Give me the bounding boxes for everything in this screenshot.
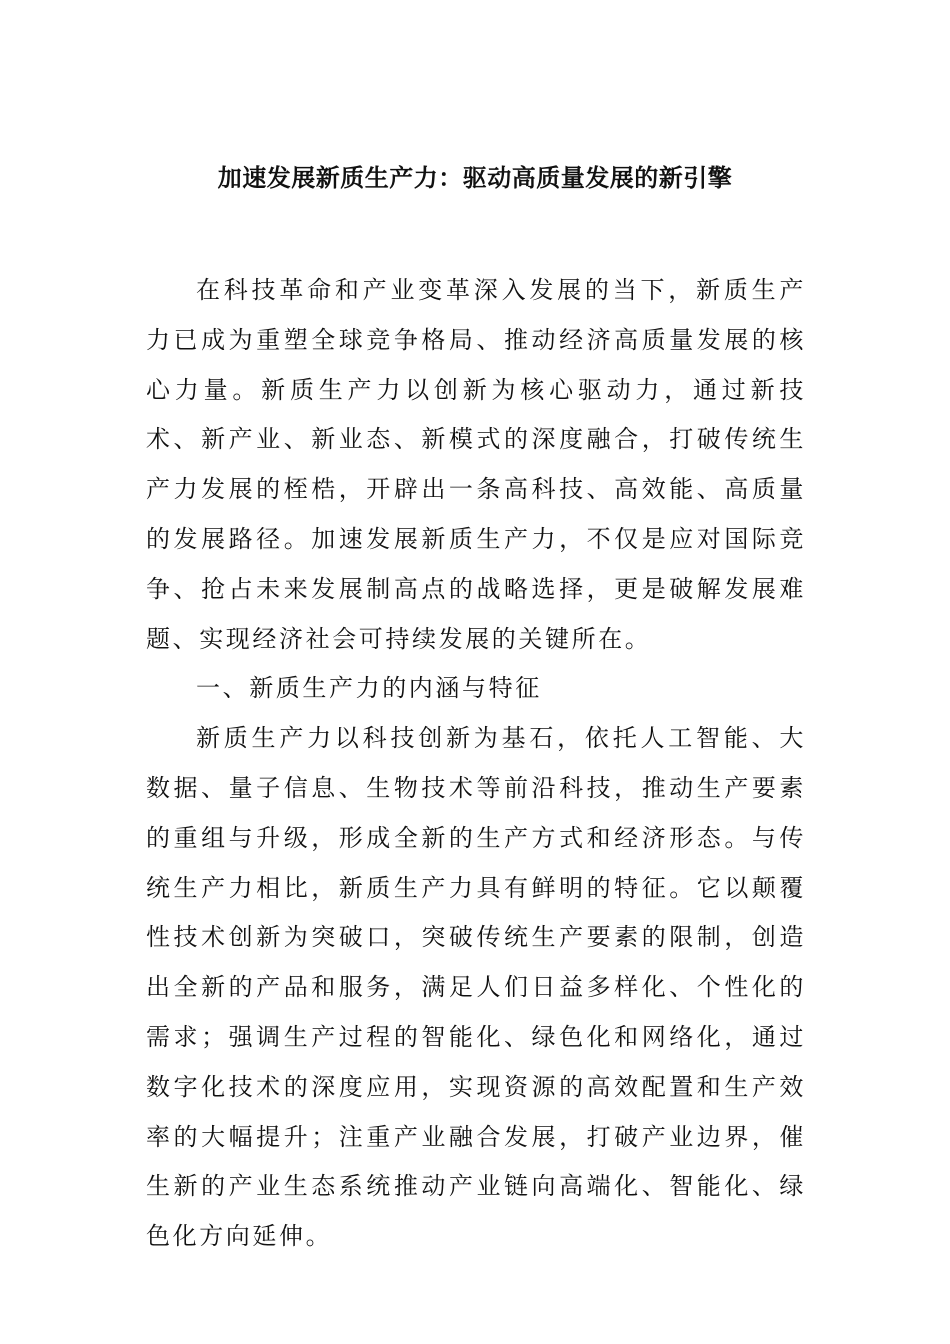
- document-title: 加速发展新质生产力：驱动高质量发展的新引擎: [217, 163, 733, 192]
- section-heading: 一、新质生产力的内涵与特征: [196, 674, 542, 703]
- intro-paragraph: 在科技革命和产业变革深入发展的当下，新质生产力已成为重塑全球竞争格局、推动经济高质量发展的核心力量。新质生产力以创新为核心驱动力，通过新技术、新产业、新业态、新模式的深度融合，打破传统生产力发展的桎梏，开辟出一条高科技、高效能、高质量的发展路径。加速发展新质生产力，不仅是应对国际竞争、抢占未来发展制高点的战略选择，更是破解发展难题、实现经济社会可持续发展的关键所在。: [146, 276, 806, 653]
- section-paragraph: 新质生产力以科技创新为基石，依托人工智能、大数据、量子信息、生物技术等前沿科技，推动生产要素的重组与升级，形成全新的生产方式和经济形态。与传统生产力相比，新质生产力具有鲜明的特征。它以颠覆性技术创新为突破口，突破传统生产要素的限制，创造出全新的产品和服务，满足人们日益多样化、个性化的需求；强调生产过程的智能化、绿色化和网络化，通过数字化技术的深度应用，实现资源的高效配置和生产效率的大幅提升；注重产业融合发展，打破产业边界，催生新的产业生态系统推动产业链向高端化、智能化、绿色化方向延伸。: [146, 724, 806, 1251]
- document-body: [146, 266, 806, 1262]
